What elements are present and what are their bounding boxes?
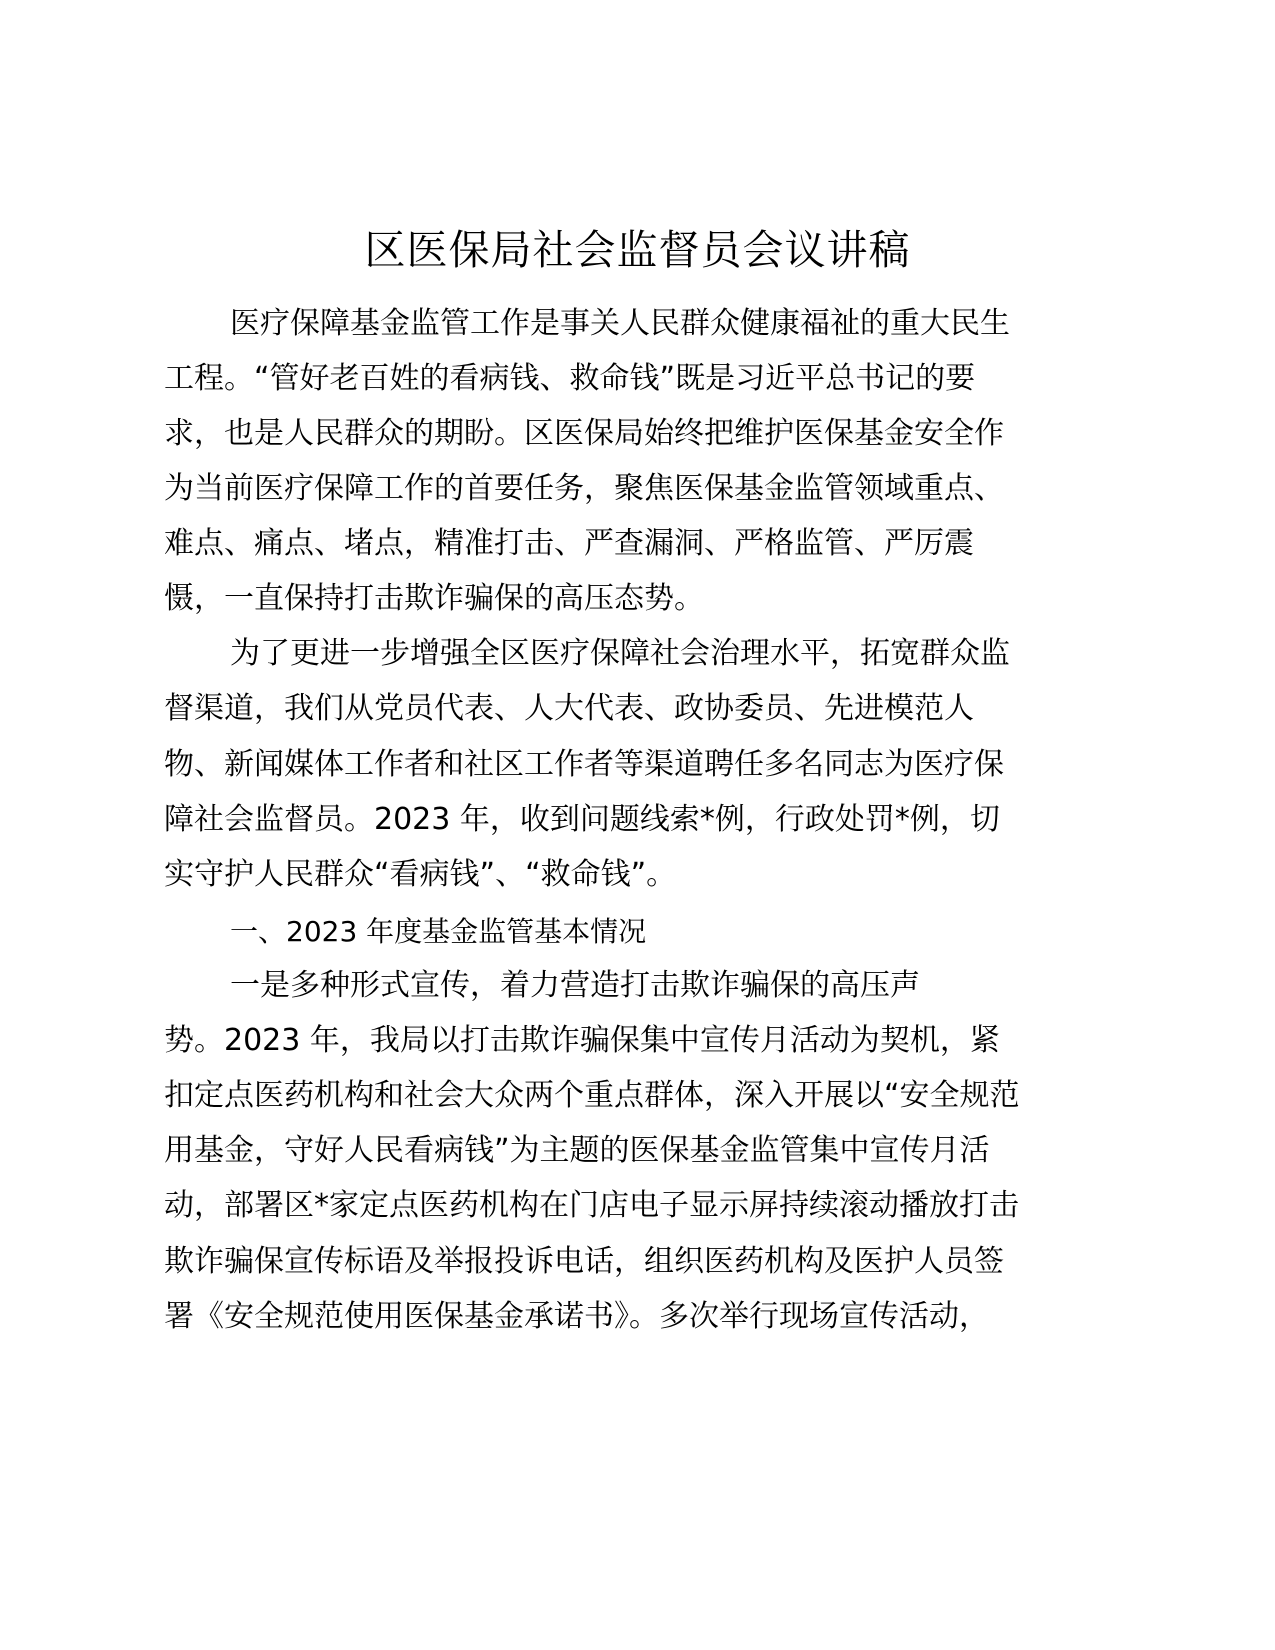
paragraph-2-line-3: 物、新闻媒体工作者和社区工作者等渠道聘任多名同志为医疗保 [164,747,1004,782]
paragraph-3-line-2: 势。2023 年，我局以打击欺诈骗保集中宣传月活动为契机，紧 [164,1023,1000,1058]
paragraph-3-line-5: 动，部署区*家定点医药机构在门店电子显示屏持续滚动播放打击 [164,1188,1019,1223]
paragraph-3-line-4: 用基金，守好人民看病钱”为主题的医保基金监管集中宣传月活 [164,1133,990,1168]
document-title: 区医保局社会监督员会议讲稿 [364,226,911,274]
paragraph-2-line-5: 实守护人民群众“看病钱”、“救命钱”。 [164,857,677,892]
paragraph-3-line-6: 欺诈骗保宣传标语及举报投诉电话，组织医药机构及医护人员签 [164,1244,1004,1279]
paragraph-2-line-1: 为了更进一步增强全区医疗保障社会治理水平，拓宽群众监 [230,636,1010,671]
paragraph-1-line-5: 难点、痛点、堵点，精准打击、严查漏洞、严格监管、严厉震 [164,526,974,561]
paragraph-1-line-4: 为当前医疗保障工作的首要任务，聚焦医保基金监管领域重点、 [164,471,1004,506]
paragraph-3-line-7: 署《安全规范使用医保基金承诺书》。多次举行现场宣传活动， [164,1299,989,1334]
paragraph-1-line-3: 求，也是人民群众的期盼。区医保局始终把维护医保基金安全作 [164,416,1004,451]
paragraph-3-line-1: 一是多种形式宣传，着力营造打击欺诈骗保的高压声 [230,968,920,1003]
paragraph-2-line-4: 障社会监督员。2023 年，收到问题线索*例，行政处罚*例，切 [164,802,1000,837]
paragraph-2-line-2: 督渠道，我们从党员代表、人大代表、政协委员、先进模范人 [164,691,974,726]
paragraph-3-line-3: 扣定点医药机构和社会大众两个重点群体，深入开展以“安全规范 [164,1078,1020,1113]
paragraph-1-line-6: 慑，一直保持打击欺诈骗保的高压态势。 [164,581,704,616]
section-heading-1: 一、2023 年度基金监管基本情况 [230,915,647,948]
paragraph-1-line-1: 医疗保障基金监管工作是事关人民群众健康福祉的重大民生 [230,306,1010,341]
paragraph-1-line-2: 工程。“管好老百姓的看病钱、救命钱”既是习近平总书记的要 [164,361,976,396]
